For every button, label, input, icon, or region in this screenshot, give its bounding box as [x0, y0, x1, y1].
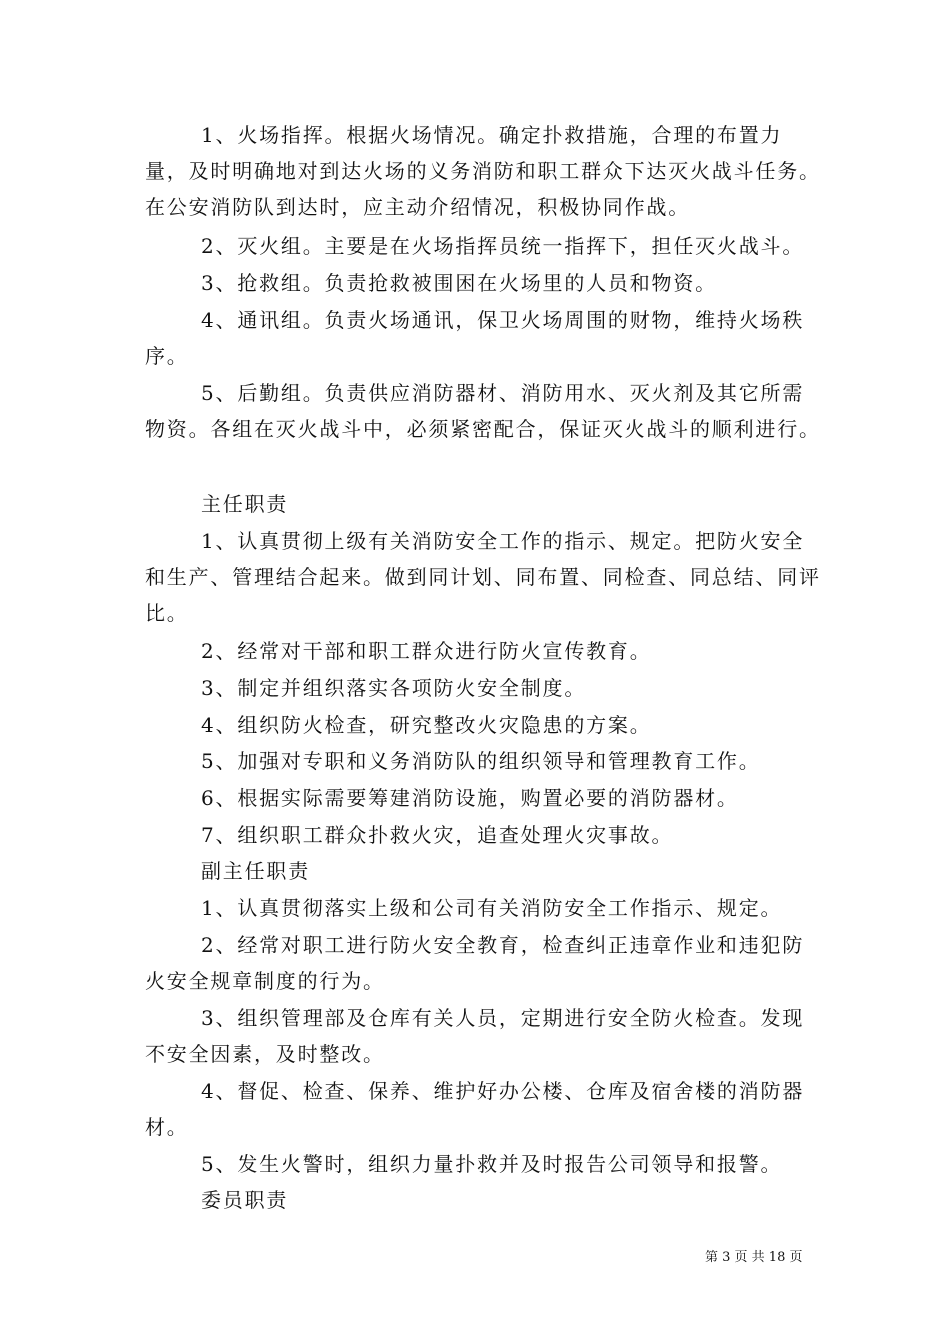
paragraph-director-duty-6: 6、根据实际需要筹建消防设施，购置必要的消防器材。 — [201, 786, 739, 810]
paragraph-deputy-duty-5: 5、发生火警时，组织力量扑救并及时报告公司领导和报警。 — [201, 1152, 783, 1176]
paragraph-director-duty-3: 3、制定并组织落实各项防火安全制度。 — [201, 676, 587, 700]
paragraph-deputy-duty-3: 3、组织管理部及仓库有关人员，定期进行安全防火检查。发现不安全因素，及时整改。 — [145, 1006, 805, 1066]
paragraph-deputy-duty-2: 2、经常对职工进行防火安全教育，检查纠正违章作业和违犯防火安全规章制度的行为。 — [145, 933, 805, 993]
paragraph-director-duty-4: 4、组织防火检查，研究整改火灾隐患的方案。 — [201, 713, 652, 737]
paragraph-director-duty-1: 1、认真贯彻上级有关消防安全工作的指示、规定。把防火安全和生产、管理结合起来。做到同计划、同布置、同检查、同总结、同评比。 — [145, 529, 821, 625]
paragraph-communication-group: 4、通讯组。负责火场通讯，保卫火场周围的财物，维持火场秩序。 — [145, 308, 805, 368]
paragraph-director-duty-5: 5、加强对专职和义务消防队的组织领导和管理教育工作。 — [201, 749, 761, 773]
paragraph-logistics-group: 5、后勤组。负责供应消防器材、消防用水、灭火剂及其它所需物资。各组在灭火战斗中，必须紧密配合，保证灭火战斗的顺利进行。 — [145, 381, 821, 441]
paragraph-director-duty-2: 2、经常对干部和职工群众进行防火宣传教育。 — [201, 639, 652, 663]
paragraph-director-duty-7: 7、组织职工群众扑救火灾，追查处理火灾事故。 — [201, 823, 674, 847]
paragraph-rescue-group: 3、抢救组。负责抢救被围困在火场里的人员和物资。 — [201, 271, 717, 295]
heading-member-duties: 委员职责 — [201, 1188, 289, 1212]
paragraph-deputy-duty-4: 4、督促、检查、保养、维护好办公楼、仓库及宿舍楼的消防器材。 — [145, 1079, 805, 1139]
heading-deputy-director-duties: 副主任职责 — [201, 859, 310, 883]
paragraph-fire-command: 1、火场指挥。根据火场情况。确定扑救措施，合理的布置力量，及时明确地对到达火场的义务消防和职工群众下达灭火战斗任务。在公安消防队到达时，应主动介绍情况，积极协同作战。 — [145, 123, 821, 219]
paragraph-deputy-duty-1: 1、认真贯彻落实上级和公司有关消防安全工作指示、规定。 — [201, 896, 783, 920]
page-number: 第 3 页 共 18 页 — [705, 1250, 803, 1265]
paragraph-extinguishing-group: 2、灭火组。主要是在火场指挥员统一指挥下，担任灭火战斗。 — [201, 234, 805, 258]
heading-director-duties: 主任职责 — [201, 492, 289, 516]
